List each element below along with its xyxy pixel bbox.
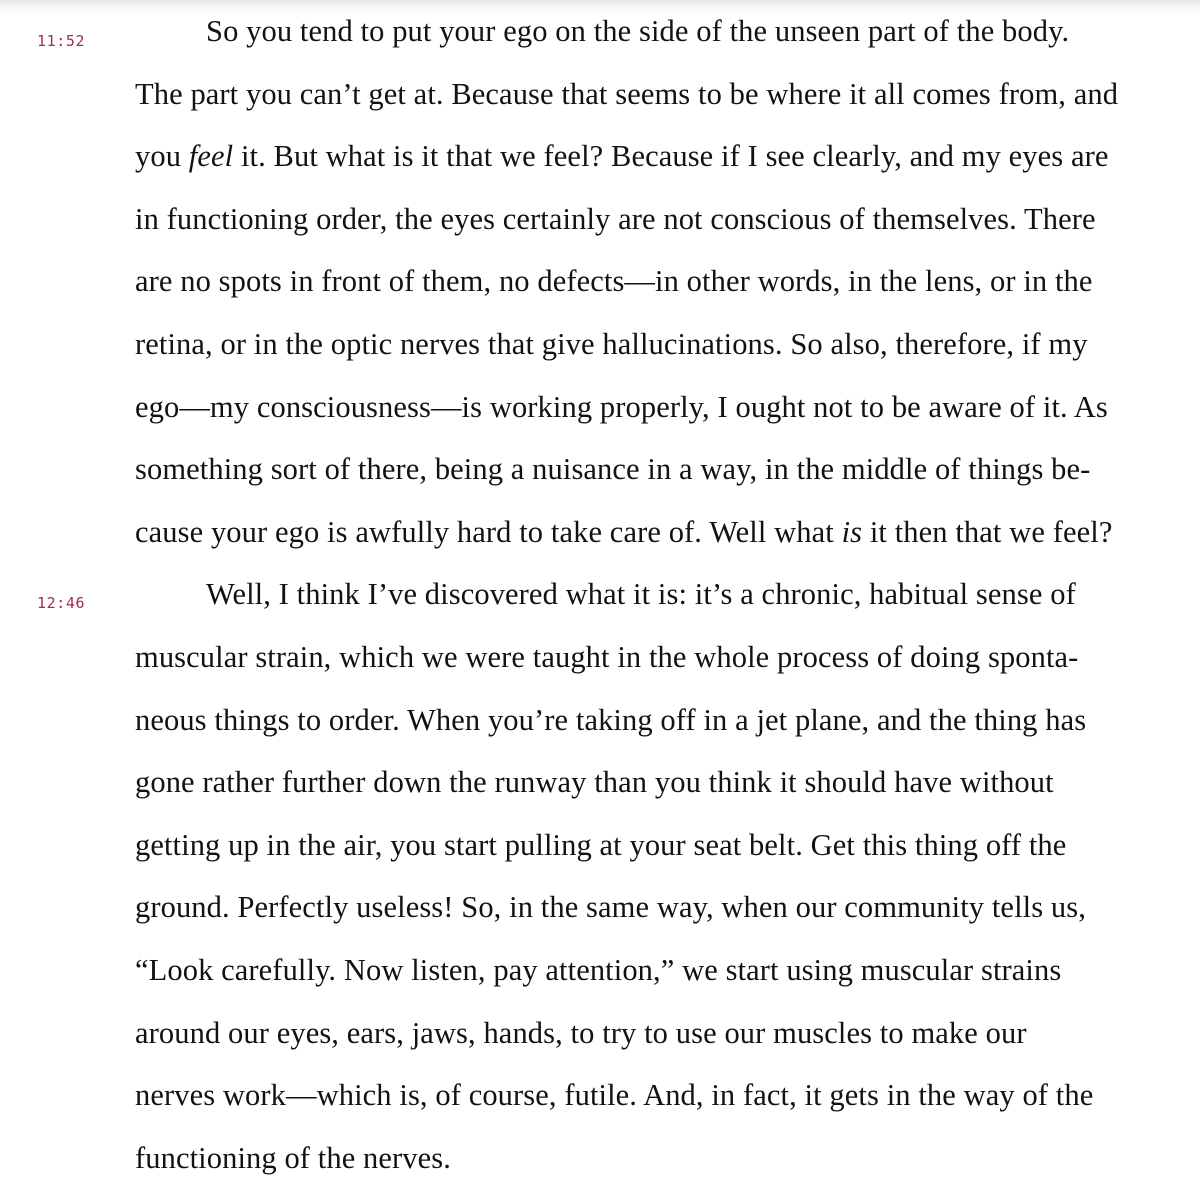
emphasis-text: feel bbox=[188, 139, 234, 174]
transcript-line: muscular strain, which we were taught in the whole process of doing sponta- bbox=[135, 639, 1079, 674]
transcript-line: gone rather further down the runway than you think it should have without bbox=[135, 765, 1054, 800]
transcript-line: retina, or in the optic nerves that give hallucinations. So also, therefore, if my bbox=[135, 326, 1088, 361]
transcript-line: are no spots in front of them, no defects—in other words, in the lens, or in the bbox=[135, 264, 1093, 299]
transcript-line: neous things to order. When you’re taking off in a jet plane, and the thing has bbox=[135, 702, 1087, 737]
transcript-line: around our eyes, ears, jaws, hands, to try to use our muscles to make our bbox=[135, 1015, 1027, 1050]
transcript-line: nerves work—which is, of course, futile. And, in fact, it gets in the way of the bbox=[135, 1078, 1094, 1113]
transcript-line: The part you can’t get at. Because that seems to be where it all comes from, and bbox=[135, 76, 1119, 111]
transcript-line: getting up in the air, you start pulling at your seat belt. Get this thing off the bbox=[135, 827, 1067, 862]
transcript-paragraph bbox=[0, 0, 1200, 563]
transcript-line: “Look carefully. Now listen, pay attention,” we start using muscular strains bbox=[135, 952, 1062, 987]
transcript-line: cause your ego is awfully hard to take care of. Well what is it then that we feel? bbox=[135, 514, 1113, 549]
transcript-line: ground. Perfectly useless! So, in the same way, when our community tells us, bbox=[135, 890, 1086, 925]
transcript-line: ego—my consciousness—is working properly, I ought not to be aware of it. As bbox=[135, 389, 1108, 424]
timestamp-marker-1[interactable]: 11:52 bbox=[37, 32, 86, 50]
transcript-line: something sort of there, being a nuisance in a way, in the middle of things be- bbox=[135, 452, 1091, 487]
transcript-paragraph bbox=[0, 563, 1200, 1189]
transcript-line: So you tend to put your ego on the side of the unseen part of the body. bbox=[206, 14, 1070, 48]
transcript-line: functioning of the nerves. bbox=[135, 1140, 451, 1175]
transcript-line: in functioning order, the eyes certainly are not conscious of themselves. There bbox=[135, 201, 1096, 236]
transcript-line: Well, I think I’ve discovered what it is: it’s a chronic, habitual sense of bbox=[206, 577, 1076, 612]
emphasis-text: is bbox=[841, 514, 863, 549]
transcript-line: you feel it. But what is it that we feel? Because if I see clearly, and my eyes are bbox=[135, 139, 1109, 174]
timestamp-marker-2[interactable]: 12:46 bbox=[37, 594, 86, 612]
